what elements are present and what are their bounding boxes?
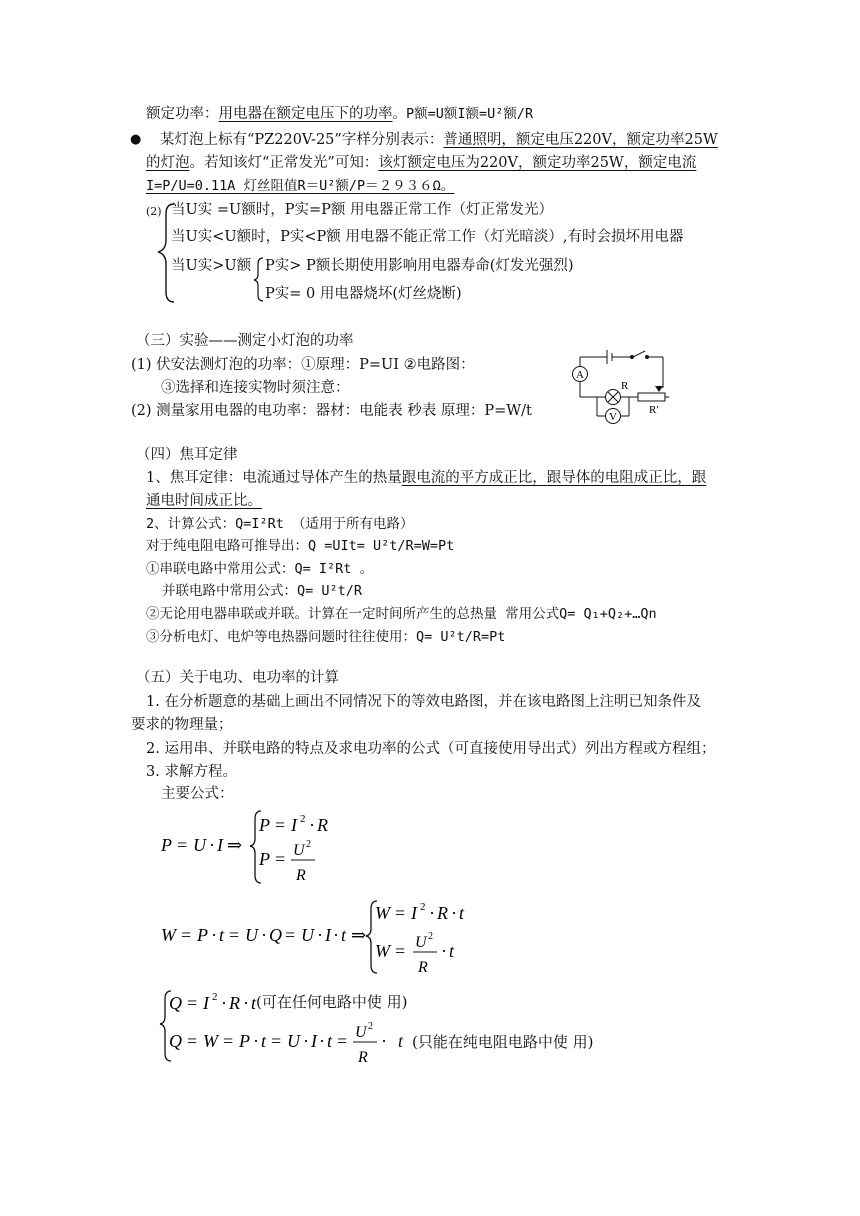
- svg-text:U: U: [293, 842, 305, 859]
- joule-law-line: [146, 469, 706, 487]
- svg-text:P: P: [197, 925, 208, 945]
- svg-text:=: =: [395, 941, 406, 961]
- svg-text:W: W: [375, 941, 390, 961]
- calc-main-formulas: 主要公式：: [161, 786, 234, 802]
- rated-power-line: [146, 105, 533, 123]
- bulb-line-1: [160, 131, 718, 149]
- svg-text:2: 2: [420, 901, 426, 913]
- joule-heading: （四）焦耳定律: [136, 447, 238, 463]
- svg-text:2: 2: [428, 931, 433, 942]
- heat-note-any: (可在任何电路中使 用): [256, 993, 408, 1011]
- svg-text:I: I: [217, 835, 223, 855]
- svg-text:⇒: ⇒: [351, 925, 367, 945]
- svg-text:U: U: [245, 925, 258, 945]
- joule-formula-4: 并联电路中常用公式：Q= U²t/R: [162, 583, 363, 599]
- svg-text:W: W: [161, 925, 176, 945]
- bulb-line-2b: 。若知该灯“正常发光”可知：: [189, 155, 379, 171]
- svg-text:=: =: [337, 1031, 348, 1051]
- svg-text:t: t: [449, 941, 455, 961]
- svg-text:·: ·: [253, 1031, 259, 1051]
- rated-power-formula: 。P额=U额I额=U²额/R: [392, 106, 534, 122]
- svg-text:=: =: [187, 993, 198, 1013]
- svg-text:I: I: [291, 815, 297, 835]
- svg-text:Q: Q: [169, 993, 182, 1013]
- svg-text:R: R: [317, 815, 328, 835]
- bulb-line-2: [146, 154, 696, 172]
- svg-text:·: ·: [381, 1031, 387, 1051]
- svg-text:=: =: [229, 925, 240, 945]
- svg-text:·: ·: [261, 925, 267, 945]
- svg-text:U: U: [415, 934, 427, 951]
- calc-step-1a: 1. 在分析题意的基础上画出不同情况下的等效电路图，并在该电路图上注明已知条件及: [146, 694, 701, 710]
- calc-step-2: 2. 运用串、并联电路的特点及求电功率的公式（可直接使用导出式）列出方程或方程组；: [146, 741, 716, 757]
- svg-text:I: I: [411, 903, 417, 923]
- subcase-burnout: P实= 0 用电器烧坏(灯丝烧断): [265, 286, 462, 302]
- svg-text:=: =: [275, 815, 286, 835]
- svg-text:=: =: [275, 849, 286, 869]
- work-formula: [155, 895, 495, 977]
- joule-formula-3: ①串联电路中常用公式：Q= I²Rt 。: [146, 561, 374, 577]
- bulb-line-1a: 某灯泡上标有“PZ220V-25”字样分别表示：: [160, 132, 444, 148]
- exp-p1b: ③选择和连接实物时须注意：: [161, 380, 350, 396]
- svg-text:R: R: [358, 1049, 368, 1066]
- svg-text:2: 2: [306, 839, 311, 850]
- rated-power-definition: 用电器在额定电压下的功率: [218, 106, 393, 122]
- calc-step-3: 3. 求解方程。: [146, 764, 237, 780]
- svg-text:·: ·: [209, 835, 215, 855]
- svg-text:·: ·: [303, 1031, 309, 1051]
- svg-text:=: =: [187, 1031, 198, 1051]
- joule-formula-1: 2、计算公式：Q=I²Rt （适用于所有电路）: [146, 516, 414, 532]
- svg-text:·: ·: [211, 925, 217, 945]
- svg-text:=: =: [285, 925, 296, 945]
- svg-text:·: ·: [221, 993, 227, 1013]
- svg-text:I: I: [311, 1031, 317, 1051]
- svg-text:P: P: [161, 835, 172, 855]
- svg-text:=: =: [177, 835, 188, 855]
- svg-text:R: R: [296, 867, 306, 884]
- exp-heading: （三）实验——测定小灯泡的功率: [136, 333, 354, 349]
- subcase-over: P实> P额长期使用影响用电器寿命(灯发光强烈): [265, 258, 574, 274]
- svg-text:·: ·: [429, 903, 435, 923]
- svg-text:U: U: [355, 1024, 367, 1041]
- svg-text:W: W: [375, 903, 390, 923]
- heat-formula-t: t: [398, 1031, 404, 1051]
- svg-text:=: =: [271, 1031, 282, 1051]
- calc-heading: （五）关于电功、电功率的计算: [136, 670, 339, 686]
- bulb-line-2c: 该灯额定电压为220V，额定功率25W，额定电流: [378, 155, 697, 171]
- svg-text:R: R: [437, 903, 448, 923]
- svg-text:I: I: [203, 993, 209, 1013]
- svg-text:2: 2: [300, 813, 306, 825]
- circuit-diagram: [565, 345, 685, 427]
- svg-text:·: ·: [319, 1031, 325, 1051]
- svg-text:t: t: [327, 1031, 333, 1051]
- resistor-label: R: [621, 380, 629, 392]
- joule-law-c: 通电时间成正比。: [146, 493, 262, 509]
- joule-law-b: 跟电流的平方成正比，跟导体的电阻成正比，跟: [401, 470, 707, 486]
- exp-p1: (1) 伏安法测灯泡的功率：①原理：P=UI ②电路图：: [131, 357, 475, 373]
- svg-text:=: =: [223, 1031, 234, 1051]
- svg-text:P: P: [239, 1031, 250, 1051]
- svg-text:P: P: [259, 849, 270, 869]
- svg-text:=: =: [181, 925, 192, 945]
- bulb-line-3: I=P/U=0.11A 灯丝阻值R＝U²额/P＝２９３６Ω。: [146, 178, 455, 194]
- svg-text:2: 2: [212, 991, 218, 1003]
- case-equal: 当U实 =U额时，P实=P额 用电器正常工作（灯正常发光）: [171, 202, 553, 218]
- svg-text:t: t: [219, 925, 225, 945]
- svg-text:R: R: [229, 993, 240, 1013]
- heat-note-pure: (只能在纯电阻电路中使 用): [412, 1033, 594, 1051]
- power-formula: [155, 805, 355, 887]
- joule-law-a: 1、焦耳定律：电流通过导体产生的热量: [146, 470, 402, 486]
- cases-number: (2): [146, 205, 162, 218]
- case-less: 当U实<U额时，P实<P额 用电器不能正常工作（灯光暗淡）,有时会损坏用电器: [171, 229, 684, 245]
- rheostat-arrow-icon: [655, 386, 663, 392]
- svg-text:U: U: [287, 1031, 300, 1051]
- joule-formula-6: ③分析电灯、电炉等电热器问题时往往使用：Q= U²t/R=Pt: [146, 629, 506, 645]
- joule-formula-2: 对于纯电阻电路可推导出：Q =UIt= U²t/R=W=Pt: [146, 538, 455, 554]
- svg-text:t: t: [341, 925, 347, 945]
- svg-text:2: 2: [368, 1021, 373, 1032]
- case-greater: 当U实>U额: [171, 258, 252, 274]
- svg-text:=: =: [395, 903, 406, 923]
- bulb-line-1b: 普通照明，额定电压220V，额定功率25W: [443, 132, 718, 148]
- rated-power-label: 额定功率：: [146, 106, 219, 122]
- svg-text:t: t: [459, 903, 465, 923]
- svg-text:I: I: [325, 925, 331, 945]
- exp-p2: (2) 测量家用电器的电功率：器材：电能表 秒表 原理：P=W/t: [131, 403, 532, 419]
- rheostat-label: R′: [649, 404, 659, 416]
- svg-text:⇒: ⇒: [227, 835, 243, 855]
- voltmeter-label: V: [609, 411, 617, 423]
- svg-text:U: U: [301, 925, 314, 945]
- svg-text:·: ·: [317, 925, 323, 945]
- svg-text:U: U: [193, 835, 206, 855]
- svg-text:·: ·: [243, 993, 249, 1013]
- svg-text:·: ·: [309, 815, 315, 835]
- svg-text:·: ·: [441, 941, 447, 961]
- bulb-line-2a: 的灯泡: [146, 155, 190, 171]
- ammeter-label: A: [576, 369, 584, 381]
- subcase-brace-icon: [250, 255, 266, 303]
- svg-text:Q: Q: [269, 925, 282, 945]
- switch-blade: [633, 351, 645, 357]
- bullet-icon: ●: [130, 132, 142, 147]
- calc-step-1b: 要求的物理量；: [131, 717, 233, 733]
- svg-text:W: W: [203, 1031, 218, 1051]
- svg-text:P: P: [259, 815, 270, 835]
- joule-formula-5: ②无论用电器串联或并联。计算在一定时间所产生的总热量 常用公式Q= Q₁+Q₂+…Qn: [146, 606, 657, 622]
- svg-text:t: t: [261, 1031, 267, 1051]
- svg-text:R: R: [418, 959, 428, 976]
- svg-text:·: ·: [451, 903, 457, 923]
- svg-text:t: t: [251, 993, 257, 1013]
- svg-text:Q: Q: [169, 1031, 182, 1051]
- svg-text:·: ·: [333, 925, 339, 945]
